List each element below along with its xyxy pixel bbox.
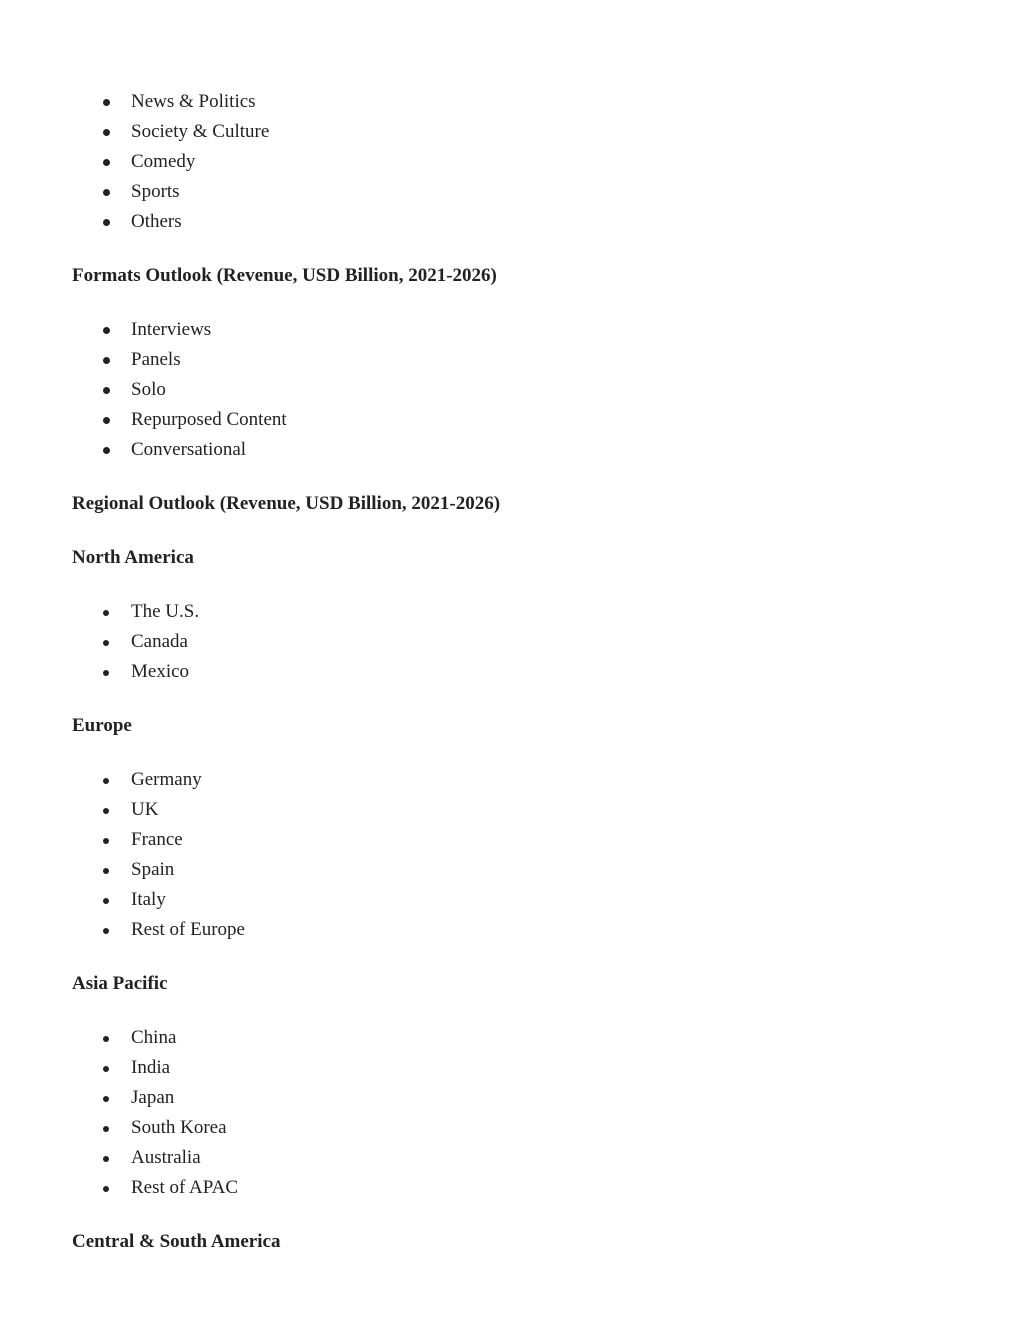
list-item: UK bbox=[72, 795, 245, 825]
list-item: Australia bbox=[72, 1143, 238, 1173]
list-item: Italy bbox=[72, 885, 245, 915]
regional-heading: Regional Outlook (Revenue, USD Billion, 2021-2026) bbox=[72, 493, 501, 514]
europe-list bbox=[72, 765, 245, 945]
list-item: China bbox=[72, 1023, 238, 1053]
north-america-heading: North America bbox=[72, 547, 194, 568]
list-item: Conversational bbox=[72, 435, 287, 465]
list-item: News & Politics bbox=[72, 87, 269, 117]
list-item: Spain bbox=[72, 855, 245, 885]
asia-pacific-list bbox=[72, 1023, 238, 1203]
list-item: Comedy bbox=[72, 147, 269, 177]
list-item: Interviews bbox=[72, 315, 287, 345]
list-item: France bbox=[72, 825, 245, 855]
genres-list bbox=[72, 87, 269, 237]
list-item: Solo bbox=[72, 375, 287, 405]
central-south-america-heading: Central & South America bbox=[72, 1231, 281, 1252]
list-item: Repurposed Content bbox=[72, 405, 287, 435]
list-item: Japan bbox=[72, 1083, 238, 1113]
list-item: Society & Culture bbox=[72, 117, 269, 147]
list-item: Panels bbox=[72, 345, 287, 375]
list-item: Canada bbox=[72, 627, 199, 657]
list-item: Germany bbox=[72, 765, 245, 795]
list-item: The U.S. bbox=[72, 597, 199, 627]
asia-pacific-heading: Asia Pacific bbox=[72, 973, 168, 994]
list-item: Rest of Europe bbox=[72, 915, 245, 945]
formats-heading: Formats Outlook (Revenue, USD Billion, 2021-2026) bbox=[72, 265, 497, 286]
formats-list bbox=[72, 315, 287, 465]
list-item: Mexico bbox=[72, 657, 199, 687]
list-item: Rest of APAC bbox=[72, 1173, 238, 1203]
europe-heading: Europe bbox=[72, 715, 132, 736]
north-america-list bbox=[72, 597, 199, 687]
list-item: India bbox=[72, 1053, 238, 1083]
list-item: Sports bbox=[72, 177, 269, 207]
list-item: South Korea bbox=[72, 1113, 238, 1143]
list-item: Others bbox=[72, 207, 269, 237]
